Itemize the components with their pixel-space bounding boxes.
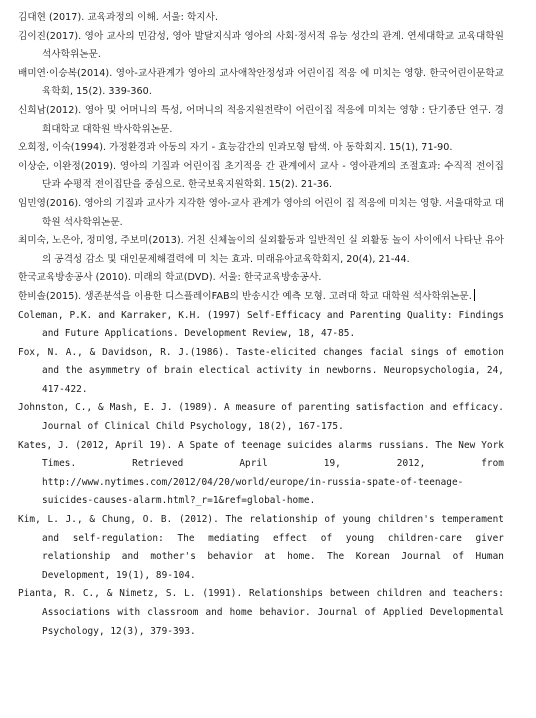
reference-entry: Pianta, R. C., & Nimetz, S. L. (1991). Relationships between children and teachers: Associations with classroom and home behavior. Journal of Applied Developmental Psychology, 12(3), 379-393. (18, 588, 504, 637)
reference-entry: 임민영(2016). 영아의 기질과 교사가 지각한 영아-교사 관계가 영아의 어린이 집 적응에 미치는 영향. 서울대학교 대학원 석사학위논문. (18, 197, 504, 228)
reference-entry: Coleman, P.K. and Karraker, K.H. (1997) Self-Efficacy and Parenting Quality: Findings and Future Applications. Development Review, 18, 47-85. (18, 309, 504, 340)
reference-entry: 한국교육방송공사 (2010). 미래의 학교(DVD). 서울: 한국교육방송공사. (18, 272, 322, 284)
reference-entry: Johnston, C., & Mash, E. J. (1989). A measure of parenting satisfaction and efficacy. Journal of Clinical Child Psychology, 18(2), 167-175. (18, 402, 504, 433)
reference-entry: 오희정, 이숙(1994). 가정환경과 아동의 자기 - 효능감간의 인과모형 탐색. 아 동학회지. 15(1), 71-90. (18, 142, 453, 154)
reference-entry: 김이진(2017). 영아 교사의 민감성, 영아 발달지식과 영아의 사회·정서적 유능 성간의 관계. 연세대학교 교육대학원 석사학위논문. (18, 30, 504, 61)
reference-entry: 신희남(2012). 영아 및 어머니의 특성, 어머니의 적응지원전략이 어린이집 적응에 미치는 영향 : 단기종단 연구. 경희대학교 대학원 박사학위논문. (18, 104, 504, 135)
reference-text: 한비솔(2015). 생존분석을 이용한 디스플레이FAB의 반송시간 예측 모형. 고려대 학교 대학원 석사학위논문. (18, 290, 472, 302)
reference-entry: 배미연·이승복(2014). 영아-교사관계가 영아의 교사애착안정성과 어린이집 적응 에 미치는 영향. 한국어린이문학교육학회, 15(2). 339-360. (18, 67, 504, 98)
reference-entry: 이상순, 이완정(2019). 영아의 기질과 어린이집 초기적응 간 관계에서 교사 - 영아관계의 조절효과: 수직적 전이집단과 수평적 전이집단을 중심으로. 한국보육지원학회. 15(2). 21-36. (18, 160, 504, 191)
reference-entry: Kim, L. J., & Chung, O. B. (2012). The relationship of young children's temperament and self-regulation: The mediating effect of young children-care giver relationship and mother's behavior at home. The Korean Journal of Human Development, 19(1), 89-104. (18, 514, 504, 581)
reference-entry-with-cursor[interactable] (18, 288, 504, 307)
reference-entry: 김대현 (2017). 교육과정의 이해. 서울: 학지사. (18, 12, 219, 23)
reference-list (18, 9, 504, 641)
reference-entry: Kates, J. (2012, April 19). A Spate of teenage suicides alarms russians. The New York Times. Retrieved April 19, 2012, from http://www.nytimes.com/2012/04/20/world/europe/in-russia-spate-of-teenage-suicides-causes-alarm.html?_r=1&ref=global-home. (18, 439, 504, 507)
reference-entry: 최미숙, 노은아, 정미영, 주보미(2013). 거친 신체놀이의 실외활동과 일반적인 실 외활동 놀이 사이에서 나타난 유아의 공격성 감소 및 대인문제해결력에 미 치는 효과. 미래유아교육학회지, 20(4), 21-44. (18, 235, 504, 265)
text-cursor (474, 289, 476, 301)
reference-entry: Fox, N. A., & Davidson, R. J.(1986). Taste-elicited changes facial sings of emotion and the asymmetry of brain electical activity in newborns. Neuropsychologia, 24, 417-422. (18, 346, 504, 395)
